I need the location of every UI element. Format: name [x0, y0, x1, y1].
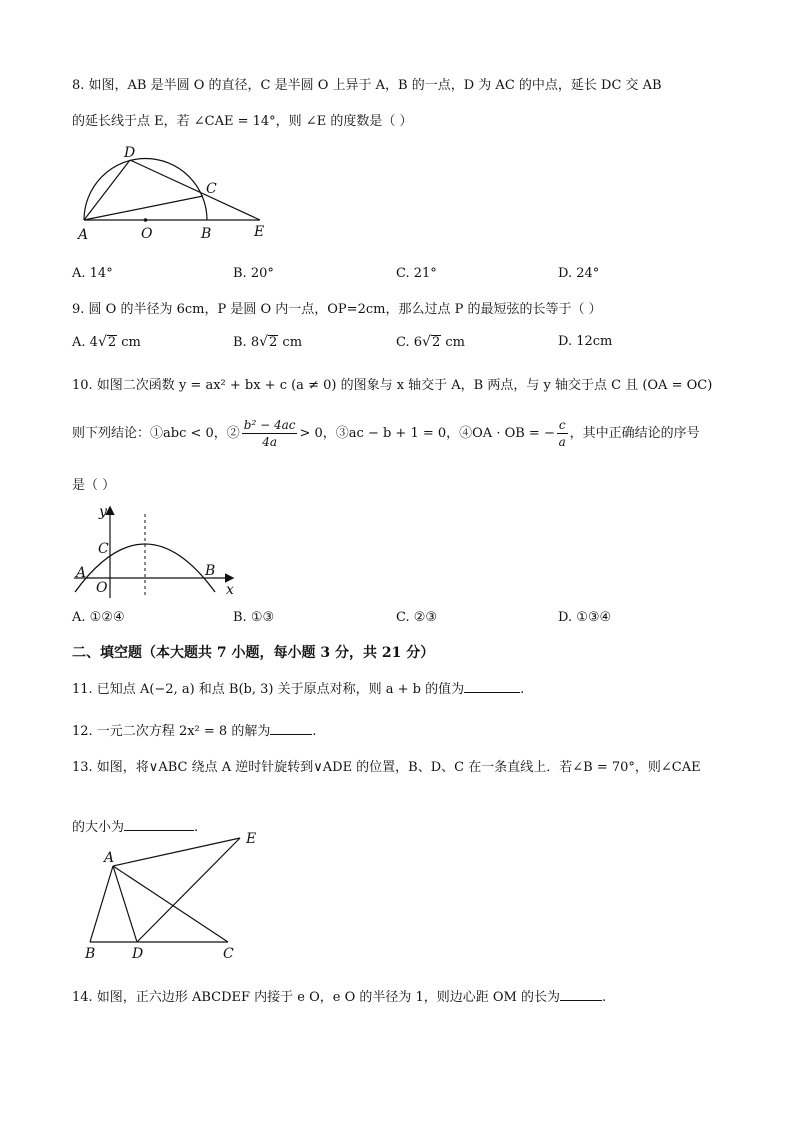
q9-a-unit: cm — [117, 335, 141, 350]
q11-text: 11. 已知点 A(−2, a) 和点 B(b, 3) 关于原点对称，则 a + b 的值为 — [72, 682, 465, 697]
q9-c-rad: 2 — [431, 335, 441, 350]
side-AD — [113, 866, 137, 942]
section2-heading: 二、填空题（本大题共 7 小题，每小题 3 分，共 21 分） — [72, 645, 435, 661]
q9-b-unit: cm — [278, 335, 303, 350]
q14-text: 14. 如图，正六边形 ABCDEF 内接于 e O，e O 的半径为 1，则边心距 OM 的长为 — [72, 990, 561, 1005]
q8-option-b[interactable]: B. 20° — [233, 266, 274, 281]
q12-text: 12. 一元二次方程 2x² = 8 的解为 — [72, 724, 271, 739]
q10-frac2-num: c — [558, 418, 566, 432]
label-C: C — [206, 181, 217, 197]
q11 — [72, 678, 524, 697]
line-DE — [130, 160, 260, 220]
q9-a-rad: 2 — [107, 335, 117, 350]
q8-figure — [72, 140, 282, 245]
label-B: B — [205, 563, 216, 579]
q12 — [72, 720, 316, 739]
side-DE — [137, 838, 240, 942]
q8-line2: 的延长线于点 E，若 ∠CAE = 14°，则 ∠E 的度数是（ ） — [72, 114, 413, 129]
q10-line1: 10. 如图二次函数 y = ax² + bx + c (a ≠ 0) 的图象与 x 轴交于 A，B 两点，与 y 轴交于点 C 且 (OA = OC) — [72, 378, 713, 393]
q8-option-d[interactable]: D. 24° — [558, 266, 600, 281]
q14-answer-blank[interactable] — [560, 986, 602, 1001]
label-A: A — [76, 565, 87, 581]
label-y: y — [99, 504, 107, 520]
q8-option-c[interactable]: C. 21° — [396, 266, 437, 281]
q8-line1: 8. 如图，AB 是半圆 O 的直径，C 是半圆 O 上异于 A，B 的一点，D 为 AC 的中点，延长 DC 交 AB — [72, 78, 662, 93]
q13-line1: 13. 如图，将∨ABC 绕点 A 逆时针旋转到∨ADE 的位置，B、D、C 在一条直线上．若∠B = 70°，则∠CAE — [72, 760, 701, 775]
q13-line2-text: 的大小为 — [72, 820, 125, 835]
label-O: O — [141, 226, 153, 242]
q10-line2-a: 则下列结论：①abc < 0，② — [72, 426, 240, 441]
q11-answer-blank[interactable] — [464, 678, 520, 693]
q13-end: . — [194, 820, 199, 835]
q9-a-prefix: A. 4 — [72, 335, 98, 350]
label-E: E — [246, 831, 257, 847]
q12-end: . — [312, 724, 317, 739]
label-C: C — [98, 541, 109, 557]
q10-line3: 是（ ） — [72, 478, 116, 493]
label-B: B — [201, 226, 212, 242]
label-D: D — [132, 946, 144, 962]
q11-end: . — [520, 682, 525, 697]
q9-option-a[interactable]: A. 4√2 cm — [72, 334, 141, 350]
q10-fraction-1 — [242, 417, 298, 450]
label-B: B — [85, 946, 96, 962]
q10-frac1-num: b² − 4ac — [243, 418, 296, 432]
side-AB — [90, 866, 113, 942]
label-A: A — [104, 850, 115, 866]
q12-answer-blank[interactable] — [270, 720, 312, 735]
q10-option-c[interactable]: C. ②③ — [396, 610, 438, 625]
label-C: C — [223, 946, 234, 962]
q10-option-a[interactable]: A. ①②④ — [72, 610, 125, 625]
side-AC — [113, 866, 228, 942]
q10-frac2-den: a — [558, 435, 566, 449]
q10-option-b[interactable]: B. ①③ — [233, 610, 275, 625]
q9-c-unit: cm — [441, 335, 465, 350]
chord-AC — [84, 196, 203, 220]
q10-line2-c: ，其中正确结论的序号 — [569, 426, 700, 441]
q9-option-b[interactable]: B. 8√2 cm — [233, 334, 303, 350]
q13-figure — [80, 826, 280, 966]
label-x: x — [226, 582, 234, 598]
q10-fraction-2 — [557, 417, 568, 450]
label-A: A — [78, 227, 89, 243]
q10-figure — [72, 500, 247, 600]
q10-line2-b: > 0，③ac − b + 1 = 0，④OA · OB = − — [299, 426, 555, 441]
q8-option-a[interactable]: A. 14° — [72, 266, 113, 281]
chord-AD — [84, 160, 130, 220]
q9-option-c[interactable]: C. 6√2 cm — [396, 334, 465, 350]
q14 — [72, 986, 606, 1005]
q9-c-prefix: C. 6 — [396, 335, 423, 350]
q9-option-d[interactable]: D. 12cm — [558, 334, 613, 349]
q9-text: 9. 圆 O 的半径为 6cm，P 是圆 O 内一点，OP=2cm，那么过点 P 的最短弦的长等于（ ） — [72, 302, 602, 317]
center-dot — [144, 218, 148, 222]
label-D: D — [124, 145, 136, 161]
side-AE — [113, 838, 240, 866]
q10-frac1-den: 4a — [262, 435, 278, 449]
q9-b-prefix: B. 8 — [233, 335, 260, 350]
q9-b-rad: 2 — [269, 335, 278, 350]
q10-option-d[interactable]: D. ①③④ — [558, 610, 612, 625]
q14-end: . — [602, 990, 607, 1005]
label-E: E — [254, 224, 265, 240]
label-O: O — [96, 580, 108, 596]
q10-line2 — [72, 414, 700, 454]
